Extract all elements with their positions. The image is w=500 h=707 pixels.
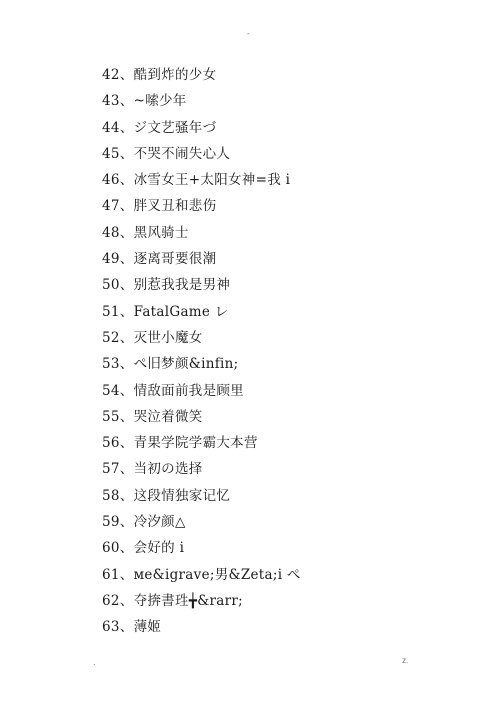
list-item: 55、哭泣着微笑 xyxy=(102,408,203,425)
list-item: 53、ぺ旧梦颜&infin; xyxy=(102,356,239,373)
list-item: 46、冰雪女王+太阳女神=我 i xyxy=(102,172,291,189)
list-item: 47、胖叉丑和悲伤 xyxy=(102,198,217,215)
list-item: 60、会好的 i xyxy=(102,540,185,557)
header-mark: - xyxy=(247,29,250,38)
list-item: 58、这段情独家记忆 xyxy=(102,487,231,504)
list-item: 48、黑风骑士 xyxy=(102,224,189,241)
list-item: 57、当初の选择 xyxy=(102,461,203,478)
list-item: 59、冷汐颜△ xyxy=(102,514,186,531)
list-item: 43、~嗦少年 xyxy=(102,93,187,110)
list-item: 62、夺捹書珄╈&rarr; xyxy=(102,592,243,609)
list-item: 63、薄姬 xyxy=(102,619,162,636)
name-list xyxy=(102,62,301,641)
list-item: 44、ジ文艺骚年づ xyxy=(102,119,217,136)
list-item: 42、酷到炸的少女 xyxy=(102,67,217,83)
footer-right-mark: z. xyxy=(402,656,409,665)
list-item: 54、情敌面前我是顾里 xyxy=(102,382,244,399)
footer-left-mark: . xyxy=(93,658,96,667)
list-item: 45、不哭不闹失心人 xyxy=(102,145,231,162)
list-item: 52、灭世小魔女 xyxy=(102,329,203,346)
list-item: 61、мe&igrave;男&Zeta;i ぺ xyxy=(102,566,301,583)
list-item: 50、别惹我我是男神 xyxy=(102,277,231,294)
list-item: 56、青果学院学霸大本营 xyxy=(102,435,258,452)
list-item: 49、逐离哥要很潮 xyxy=(102,251,217,268)
list-item: 51、FatalGame レ xyxy=(102,303,229,320)
